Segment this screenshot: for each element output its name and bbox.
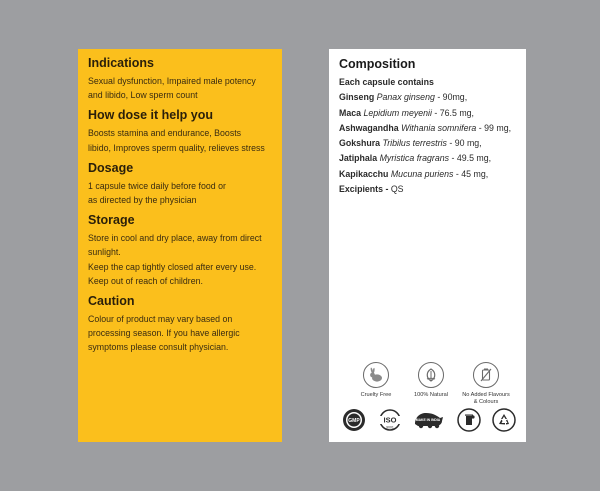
composition-subtitle: Each capsule contains (339, 77, 434, 87)
product-badges (351, 362, 511, 406)
cruelty-free-badge (351, 362, 401, 406)
make-in-india-icon (412, 407, 446, 433)
dispose-bin-icon (456, 407, 482, 433)
svg-text:ISO: ISO (383, 415, 396, 425)
section-title: How dose it help you (88, 108, 214, 123)
benefits-section (88, 108, 272, 154)
no-additives-badge (461, 362, 511, 406)
ingredient-row: Kapikacchu Mucuna puriens - 45 mg, (339, 168, 489, 179)
no-additives-icon (473, 362, 499, 388)
ingredient-row: Ginseng Panax ginseng - 90mg, (339, 92, 468, 103)
info-panel (78, 49, 282, 442)
caution-section (88, 294, 272, 355)
storage-section (88, 213, 272, 288)
indications-section (88, 56, 272, 102)
composition-title: Composition (339, 57, 416, 71)
section-body: 1 capsule twice daily before food or as directed by the physician (88, 180, 226, 206)
certification-badges (341, 407, 517, 433)
iso-icon (377, 407, 403, 433)
dosage-section (88, 161, 272, 207)
natural-badge (406, 362, 456, 406)
section-body: Colour of product may vary based on processing season. If you have allergic symptoms please consult physician. (88, 314, 240, 353)
section-title: Indications (88, 56, 154, 70)
rabbit-icon (363, 362, 389, 388)
ingredient-row: Gokshura Tribilus terrestris - 90 mg, (339, 138, 482, 149)
ingredient-row: Maca Lepidium meyenii - 76.5 mg, (339, 107, 474, 118)
section-title: Caution (88, 294, 135, 309)
section-title: Storage (88, 213, 135, 228)
badge-label: No Added Flavours & Colours (462, 392, 510, 405)
leaf-icon (418, 362, 444, 388)
recycle-icon (491, 407, 517, 433)
ingredient-row: Ashwagandha Withania somnifera - 99 mg, (339, 122, 512, 133)
section-body: Store in cool and dry place, away from direct sunlight. Keep the cap tightly closed after every use. Keep out of reach of children. (88, 233, 262, 286)
section-body: Boosts stamina and endurance, Boosts libido, Improves sperm quality, relieves stress (88, 128, 265, 153)
composition-panel (329, 49, 526, 442)
section-title: Dosage (88, 160, 134, 175)
svg-text:GMP: GMP (348, 418, 360, 424)
badge-label: Cruelty Free (360, 392, 392, 398)
excipients-row: Excipients - QS (339, 184, 404, 195)
ingredient-row: Jatiphala Myristica fragrans - 49.5 mg, (339, 153, 492, 164)
gmp-certified-icon (341, 407, 367, 433)
section-body: Sexual dysfunction, Impaired male potency and libido, Low sperm count (88, 76, 256, 101)
svg-text:MAKE IN INDIA: MAKE IN INDIA (415, 418, 441, 422)
badge-label: 100% Natural (414, 392, 448, 398)
svg-text:9001: 9001 (385, 425, 394, 430)
